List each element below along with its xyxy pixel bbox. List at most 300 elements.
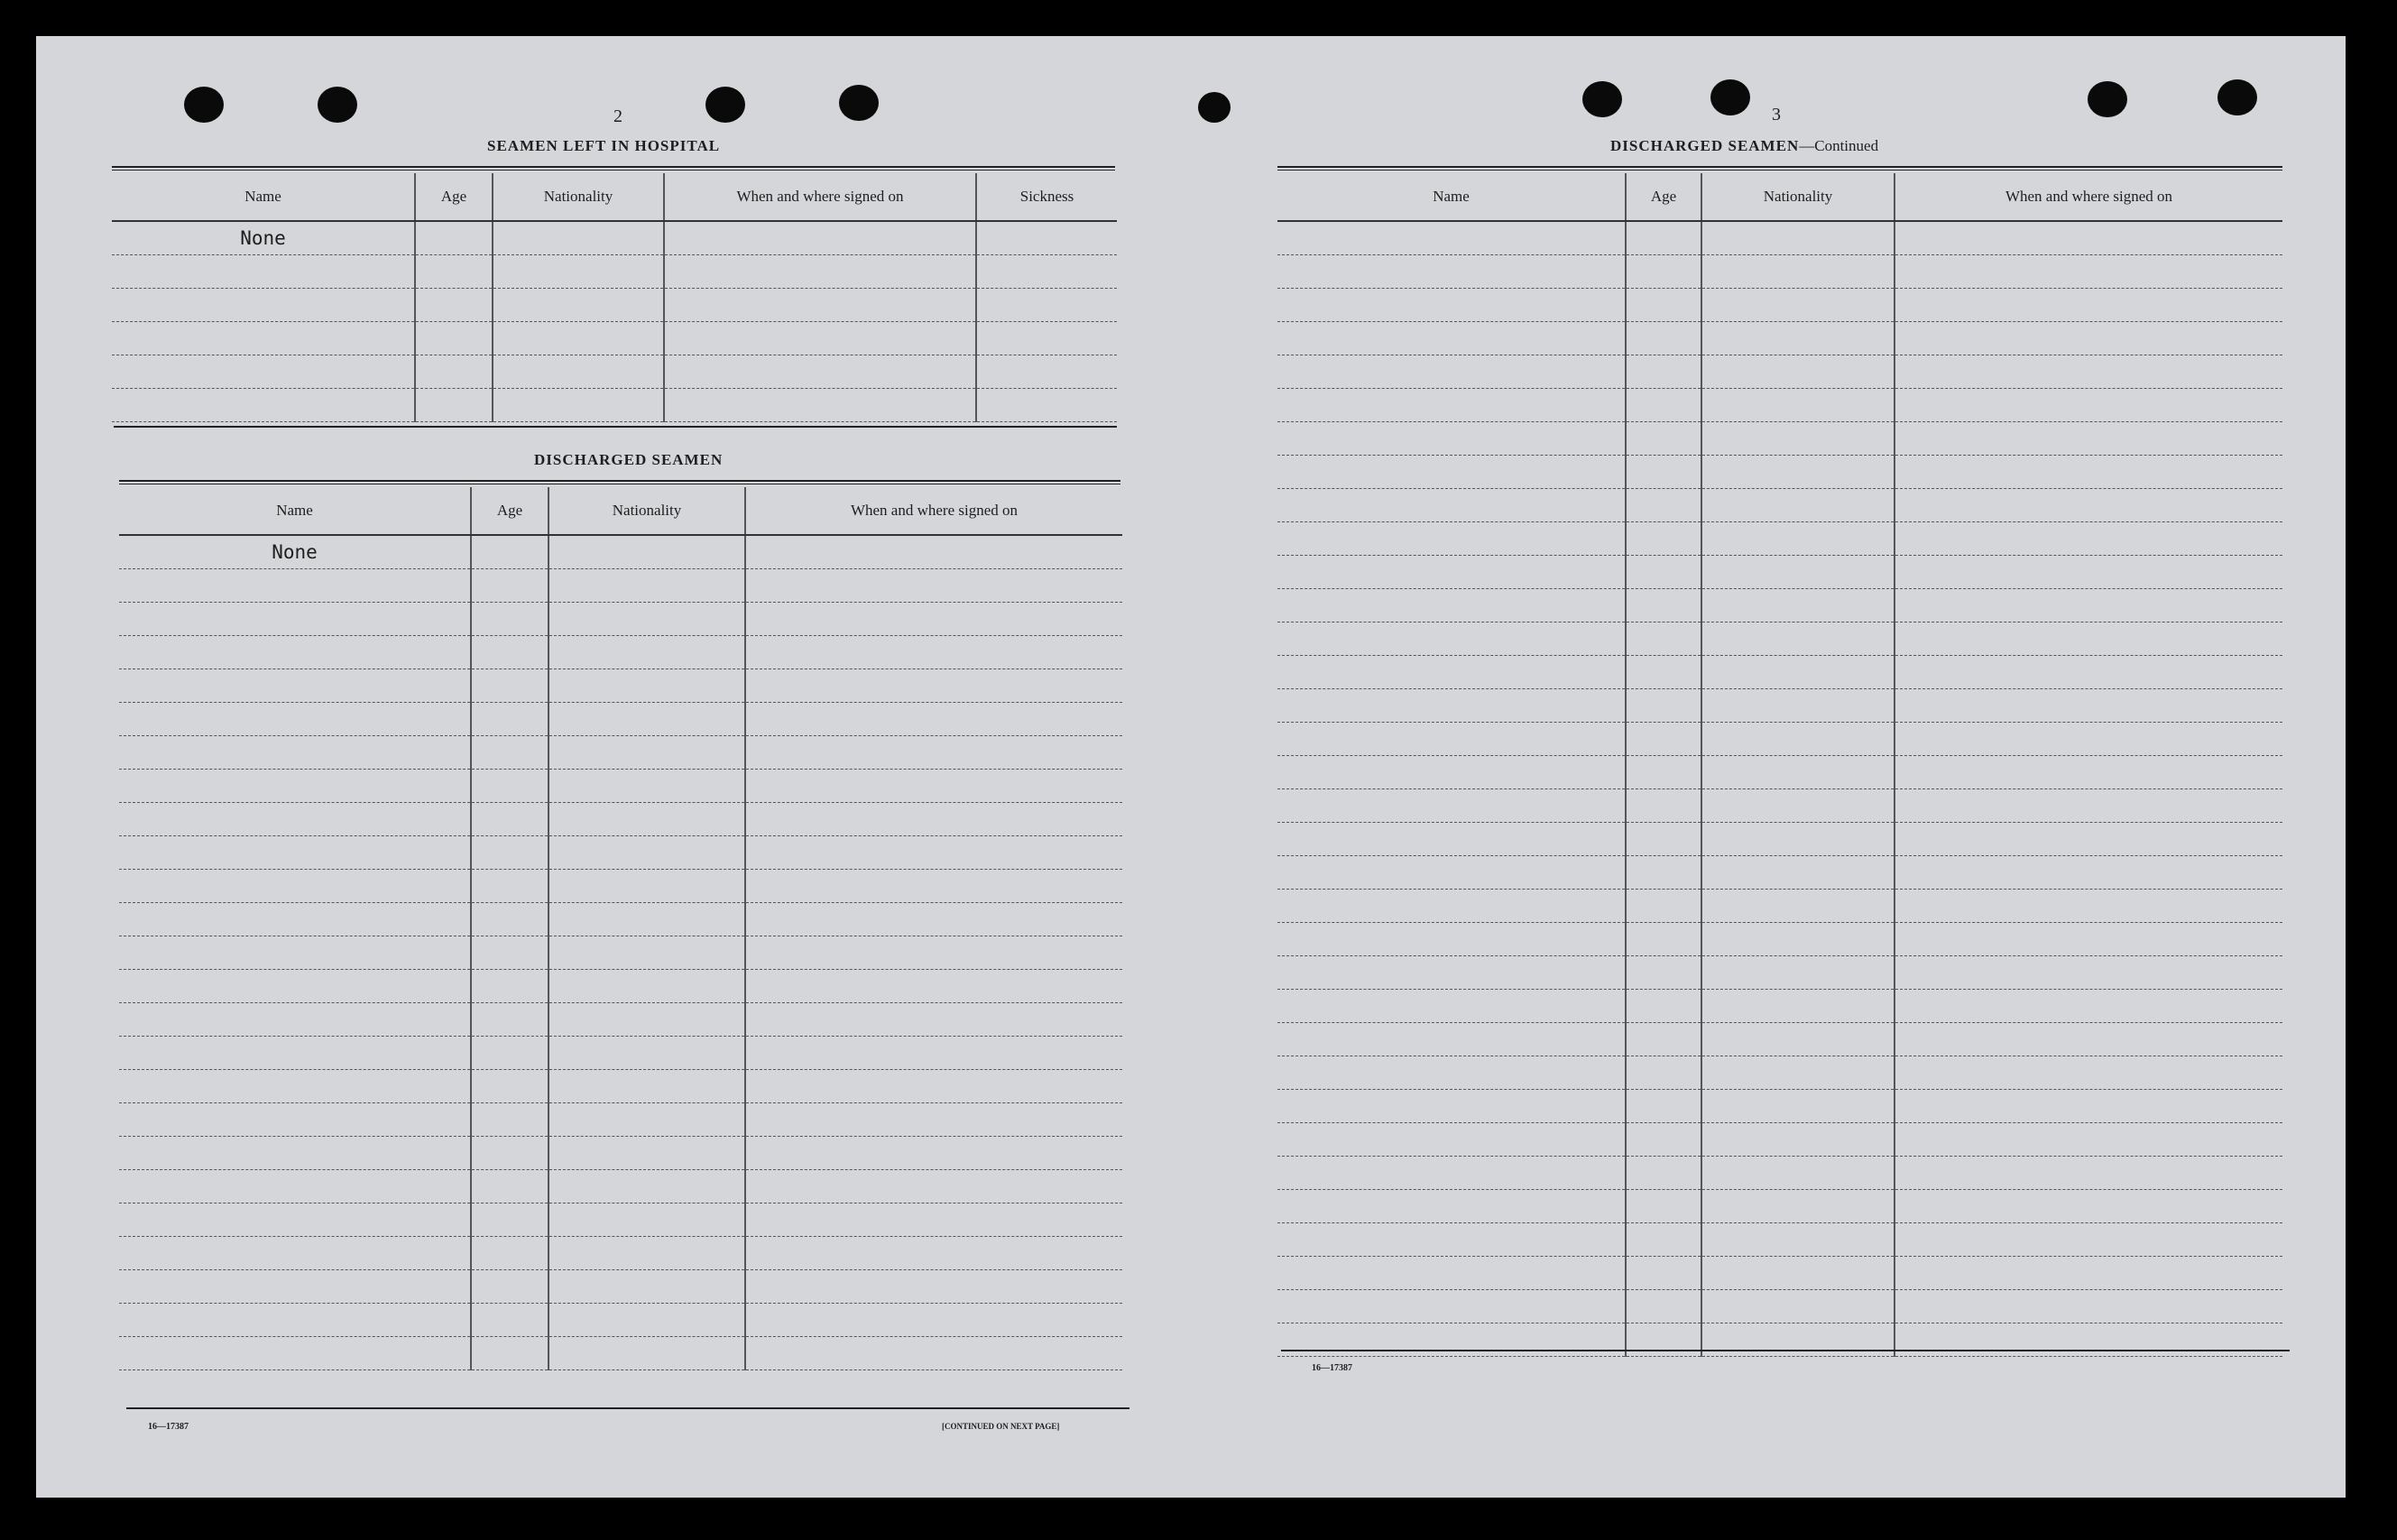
table-cell xyxy=(1626,956,1701,990)
table-cell xyxy=(549,1304,745,1337)
table-row xyxy=(112,355,1117,389)
table-cell xyxy=(549,1337,745,1370)
discharged-continued-title-text: DISCHARGED SEAMEN xyxy=(1610,137,1800,154)
hospital-table xyxy=(112,173,1117,422)
column-header: Nationality xyxy=(549,487,745,535)
table-row xyxy=(1277,221,2282,255)
table-cell xyxy=(1626,1223,1701,1257)
table-row xyxy=(1277,1023,2282,1056)
table-cell xyxy=(471,836,549,870)
table-row xyxy=(119,936,1122,970)
table-cell xyxy=(1701,1090,1895,1123)
form-sheet xyxy=(36,36,2346,1498)
table-cell xyxy=(1895,1190,2282,1223)
table-cell xyxy=(1626,589,1701,622)
table-cell xyxy=(1277,1190,1626,1223)
column-header: Name xyxy=(1277,173,1626,221)
table-row xyxy=(119,669,1122,703)
table-cell: None xyxy=(119,535,471,569)
table-cell xyxy=(493,289,664,322)
table-cell xyxy=(471,1203,549,1237)
punch-hole xyxy=(1198,92,1231,123)
table-cell xyxy=(112,355,415,389)
table-cell xyxy=(549,936,745,970)
table-cell xyxy=(1895,622,2282,656)
table-cell xyxy=(664,289,976,322)
table-cell xyxy=(1626,1090,1701,1123)
table-row xyxy=(119,770,1122,803)
table-cell xyxy=(1701,556,1895,589)
table-cell xyxy=(1626,322,1701,355)
table-row xyxy=(1277,322,2282,355)
table-cell xyxy=(745,970,1122,1003)
column-header: Nationality xyxy=(493,173,664,221)
table-cell xyxy=(1626,522,1701,556)
table-cell xyxy=(1701,723,1895,756)
table-cell xyxy=(1701,456,1895,489)
table-cell xyxy=(1895,589,2282,622)
table-row xyxy=(119,1337,1122,1370)
table-cell xyxy=(119,803,471,836)
table-row xyxy=(1277,456,2282,489)
table-cell xyxy=(976,255,1117,289)
table-cell xyxy=(745,569,1122,603)
table-cell xyxy=(549,569,745,603)
table-cell xyxy=(664,322,976,355)
table-row xyxy=(1277,589,2282,622)
table-cell xyxy=(1701,823,1895,856)
table-row xyxy=(1277,689,2282,723)
table-cell xyxy=(745,1203,1122,1237)
table-row xyxy=(119,1203,1122,1237)
table-cell xyxy=(1895,255,2282,289)
table-cell xyxy=(1895,890,2282,923)
table-cell xyxy=(1701,489,1895,522)
table-cell xyxy=(1626,1257,1701,1290)
table-cell xyxy=(1626,689,1701,723)
table-row xyxy=(119,803,1122,836)
table-cell xyxy=(1701,422,1895,456)
table-cell xyxy=(471,870,549,903)
table-row xyxy=(119,1237,1122,1270)
discharged-section-title: DISCHARGED SEAMEN xyxy=(534,451,724,468)
table-cell xyxy=(471,1270,549,1304)
table-row xyxy=(1277,656,2282,689)
table-cell xyxy=(1277,1056,1626,1090)
table-cell xyxy=(1895,1157,2282,1190)
table-cell xyxy=(745,736,1122,770)
punch-hole xyxy=(2217,79,2257,115)
table-row xyxy=(119,903,1122,936)
table-cell xyxy=(1701,990,1895,1023)
table-cell xyxy=(1277,923,1626,956)
table-cell xyxy=(1277,756,1626,789)
table-cell xyxy=(1701,255,1895,289)
table-row xyxy=(119,836,1122,870)
continued-top-rule xyxy=(1277,166,2282,171)
table-cell xyxy=(471,669,549,703)
table-cell xyxy=(471,1304,549,1337)
table-cell xyxy=(119,970,471,1003)
table-cell xyxy=(119,870,471,903)
table-row xyxy=(119,1270,1122,1304)
table-cell xyxy=(549,636,745,669)
column-header: Name xyxy=(119,487,471,535)
table-cell xyxy=(119,903,471,936)
table-cell xyxy=(745,1070,1122,1103)
table-cell xyxy=(1701,923,1895,956)
form-code-right: 16—17387 xyxy=(1312,1363,1352,1373)
table-cell xyxy=(976,355,1117,389)
table-cell xyxy=(549,535,745,569)
table-cell xyxy=(1895,355,2282,389)
table-cell xyxy=(1277,355,1626,389)
table-cell xyxy=(549,803,745,836)
table-cell xyxy=(1701,1190,1895,1223)
table-cell xyxy=(745,1237,1122,1270)
table-cell xyxy=(1895,221,2282,255)
table-cell xyxy=(745,1137,1122,1170)
table-cell xyxy=(1277,589,1626,622)
table-cell xyxy=(1277,422,1626,456)
table-cell xyxy=(1277,556,1626,589)
hospital-section-title: SEAMEN LEFT IN HOSPITAL xyxy=(487,137,721,154)
table-cell xyxy=(493,389,664,422)
table-cell xyxy=(976,289,1117,322)
table-cell xyxy=(745,703,1122,736)
table-cell xyxy=(1626,389,1701,422)
table-cell xyxy=(745,1304,1122,1337)
table-cell xyxy=(119,703,471,736)
table-cell xyxy=(549,603,745,636)
table-cell xyxy=(471,903,549,936)
table-cell xyxy=(119,1037,471,1070)
table-cell xyxy=(493,255,664,289)
table-row xyxy=(1277,1157,2282,1190)
table-cell xyxy=(471,1070,549,1103)
table-cell xyxy=(415,355,493,389)
table-cell xyxy=(1277,990,1626,1023)
hospital-bottom-rule xyxy=(114,426,1117,428)
table-row xyxy=(1277,389,2282,422)
table-cell xyxy=(1277,1157,1626,1190)
table-row xyxy=(112,255,1117,289)
table-cell xyxy=(1895,723,2282,756)
table-cell xyxy=(1277,1123,1626,1157)
table-row xyxy=(1277,956,2282,990)
table-cell xyxy=(1626,355,1701,389)
table-row xyxy=(1277,923,2282,956)
table-cell xyxy=(1277,789,1626,823)
table-cell xyxy=(471,1337,549,1370)
table-cell xyxy=(1895,322,2282,355)
table-cell xyxy=(1626,456,1701,489)
table-cell xyxy=(1701,322,1895,355)
table-cell xyxy=(1277,1290,1626,1323)
table-cell xyxy=(1277,723,1626,756)
table-cell xyxy=(1277,1023,1626,1056)
table-cell xyxy=(1277,1223,1626,1257)
table-cell xyxy=(745,636,1122,669)
punch-hole xyxy=(2088,81,2127,117)
punch-hole xyxy=(318,87,357,123)
table-cell xyxy=(471,803,549,836)
table-cell xyxy=(745,669,1122,703)
table-cell xyxy=(119,1203,471,1237)
continued-suffix: —Continued xyxy=(1799,137,1879,154)
table-cell xyxy=(1895,1056,2282,1090)
table-cell xyxy=(471,1237,549,1270)
table-cell xyxy=(1626,1023,1701,1056)
table-cell xyxy=(1701,890,1895,923)
table-cell xyxy=(1277,622,1626,656)
table-cell xyxy=(471,1037,549,1070)
table-row xyxy=(119,703,1122,736)
table-cell xyxy=(1277,689,1626,723)
table-cell xyxy=(745,1103,1122,1137)
table-row xyxy=(1277,556,2282,589)
table-cell xyxy=(549,703,745,736)
table-row xyxy=(119,1003,1122,1037)
table-row xyxy=(112,389,1117,422)
table-cell xyxy=(119,736,471,770)
table-cell xyxy=(1626,255,1701,289)
table-cell xyxy=(1626,221,1701,255)
table-cell xyxy=(1626,856,1701,890)
continued-note: [CONTINUED ON NEXT PAGE] xyxy=(942,1422,1060,1431)
table-row xyxy=(1277,622,2282,656)
column-header: Nationality xyxy=(1701,173,1895,221)
table-cell xyxy=(112,289,415,322)
punch-hole xyxy=(1710,79,1750,115)
table-row xyxy=(1277,1056,2282,1090)
table-cell xyxy=(119,603,471,636)
table-cell xyxy=(1277,956,1626,990)
discharged-table xyxy=(119,487,1122,1370)
table-cell xyxy=(471,936,549,970)
table-row xyxy=(119,636,1122,669)
table-cell xyxy=(1701,1223,1895,1257)
column-header: When and where signed on xyxy=(745,487,1122,535)
table-cell xyxy=(745,603,1122,636)
table-cell xyxy=(1277,1090,1626,1123)
table-cell xyxy=(549,870,745,903)
table-cell xyxy=(1277,389,1626,422)
table-cell xyxy=(1701,355,1895,389)
table-row xyxy=(1277,823,2282,856)
punch-hole xyxy=(184,87,224,123)
table-cell: None xyxy=(112,221,415,255)
table-cell xyxy=(1701,622,1895,656)
table-row xyxy=(1277,789,2282,823)
table-cell xyxy=(1701,589,1895,622)
table-cell xyxy=(745,936,1122,970)
table-row xyxy=(119,569,1122,603)
table-cell xyxy=(1626,789,1701,823)
table-cell xyxy=(976,221,1117,255)
table-cell xyxy=(1895,856,2282,890)
table-cell xyxy=(1895,990,2282,1023)
table-cell xyxy=(1701,856,1895,890)
table-row xyxy=(119,603,1122,636)
table-cell xyxy=(745,836,1122,870)
discharged-top-rule xyxy=(119,480,1120,484)
table-cell xyxy=(1626,723,1701,756)
table-cell xyxy=(471,569,549,603)
table-row xyxy=(119,1304,1122,1337)
table-cell xyxy=(1626,1123,1701,1157)
table-row xyxy=(119,870,1122,903)
table-cell xyxy=(1701,1257,1895,1290)
table-cell xyxy=(1895,289,2282,322)
punch-hole xyxy=(705,87,745,123)
table-cell xyxy=(1701,1290,1895,1323)
table-row xyxy=(119,1103,1122,1137)
table-row xyxy=(119,736,1122,770)
table-row xyxy=(1277,1190,2282,1223)
table-cell xyxy=(1895,556,2282,589)
table-cell xyxy=(1277,456,1626,489)
table-cell xyxy=(549,770,745,803)
table-cell xyxy=(745,770,1122,803)
form-code-left: 16—17387 xyxy=(148,1422,189,1432)
column-header: Sickness xyxy=(976,173,1117,221)
table-cell xyxy=(745,535,1122,569)
table-cell xyxy=(415,389,493,422)
table-row xyxy=(119,1137,1122,1170)
table-cell xyxy=(1701,1056,1895,1090)
continued-bottom-rule xyxy=(1281,1350,2290,1351)
table-cell xyxy=(1895,656,2282,689)
column-header: When and where signed on xyxy=(664,173,976,221)
table-cell xyxy=(471,1137,549,1170)
table-cell xyxy=(745,870,1122,903)
table-cell xyxy=(119,1070,471,1103)
table-row xyxy=(112,322,1117,355)
table-cell xyxy=(1895,689,2282,723)
table-cell xyxy=(1701,789,1895,823)
table-cell xyxy=(745,1270,1122,1304)
table-cell xyxy=(119,1170,471,1203)
table-cell xyxy=(549,736,745,770)
table-cell xyxy=(1701,656,1895,689)
table-cell xyxy=(1895,1023,2282,1056)
table-cell xyxy=(415,221,493,255)
table-cell xyxy=(112,389,415,422)
table-cell xyxy=(119,836,471,870)
column-header: When and where signed on xyxy=(1895,173,2282,221)
table-cell xyxy=(1895,923,2282,956)
table-cell xyxy=(1626,756,1701,789)
table-cell xyxy=(119,770,471,803)
table-cell xyxy=(1895,956,2282,990)
table-row xyxy=(1277,355,2282,389)
table-cell xyxy=(976,389,1117,422)
table-cell xyxy=(1895,756,2282,789)
discharged-bottom-rule xyxy=(126,1407,1129,1409)
table-cell xyxy=(1895,422,2282,456)
table-cell xyxy=(1277,221,1626,255)
table-row xyxy=(119,1037,1122,1070)
table-cell xyxy=(549,1270,745,1304)
table-row xyxy=(1277,289,2282,322)
table-cell xyxy=(1701,756,1895,789)
table-row xyxy=(119,1070,1122,1103)
table-cell xyxy=(471,970,549,1003)
table-cell xyxy=(1626,923,1701,956)
table-cell xyxy=(471,1103,549,1137)
table-cell xyxy=(493,355,664,389)
table-cell xyxy=(1277,890,1626,923)
table-cell xyxy=(119,1304,471,1337)
punch-hole xyxy=(1582,81,1622,117)
table-cell xyxy=(1701,1123,1895,1157)
table-cell xyxy=(1701,1023,1895,1056)
table-cell xyxy=(1701,522,1895,556)
table-cell xyxy=(1277,289,1626,322)
table-row xyxy=(119,1170,1122,1203)
table-cell xyxy=(664,355,976,389)
table-cell xyxy=(664,221,976,255)
table-cell xyxy=(1626,1157,1701,1190)
table-row xyxy=(1277,422,2282,456)
table-cell xyxy=(745,1337,1122,1370)
table-row xyxy=(1277,255,2282,289)
table-cell xyxy=(1626,1056,1701,1090)
table-cell xyxy=(1626,489,1701,522)
table-cell xyxy=(493,221,664,255)
table-cell xyxy=(1626,556,1701,589)
table-cell xyxy=(493,322,664,355)
table-row xyxy=(1277,1290,2282,1323)
table-cell xyxy=(119,1270,471,1304)
table-cell xyxy=(471,1170,549,1203)
table-cell xyxy=(549,1103,745,1137)
table-cell xyxy=(976,322,1117,355)
table-cell xyxy=(549,1203,745,1237)
table-cell xyxy=(471,535,549,569)
table-cell xyxy=(1626,422,1701,456)
table-cell xyxy=(1701,689,1895,723)
table-cell xyxy=(1626,622,1701,656)
table-row xyxy=(112,289,1117,322)
table-cell xyxy=(549,1003,745,1037)
table-row xyxy=(1277,522,2282,556)
column-header: Age xyxy=(471,487,549,535)
table-cell xyxy=(745,1037,1122,1070)
table-cell xyxy=(1626,1290,1701,1323)
table-cell xyxy=(664,389,976,422)
table-cell xyxy=(1895,1223,2282,1257)
table-cell xyxy=(1277,255,1626,289)
table-cell xyxy=(119,1237,471,1270)
table-cell xyxy=(664,255,976,289)
table-cell xyxy=(1626,990,1701,1023)
table-cell xyxy=(1277,522,1626,556)
table-cell xyxy=(1701,289,1895,322)
table-cell xyxy=(1277,322,1626,355)
table-cell xyxy=(1895,1123,2282,1157)
table-cell xyxy=(471,770,549,803)
table-cell xyxy=(471,636,549,669)
table-cell xyxy=(1895,1257,2282,1290)
table-cell xyxy=(549,669,745,703)
table-cell xyxy=(119,1137,471,1170)
column-header: Age xyxy=(415,173,493,221)
column-header: Name xyxy=(112,173,415,221)
table-cell xyxy=(1701,956,1895,990)
table-cell xyxy=(1895,456,2282,489)
